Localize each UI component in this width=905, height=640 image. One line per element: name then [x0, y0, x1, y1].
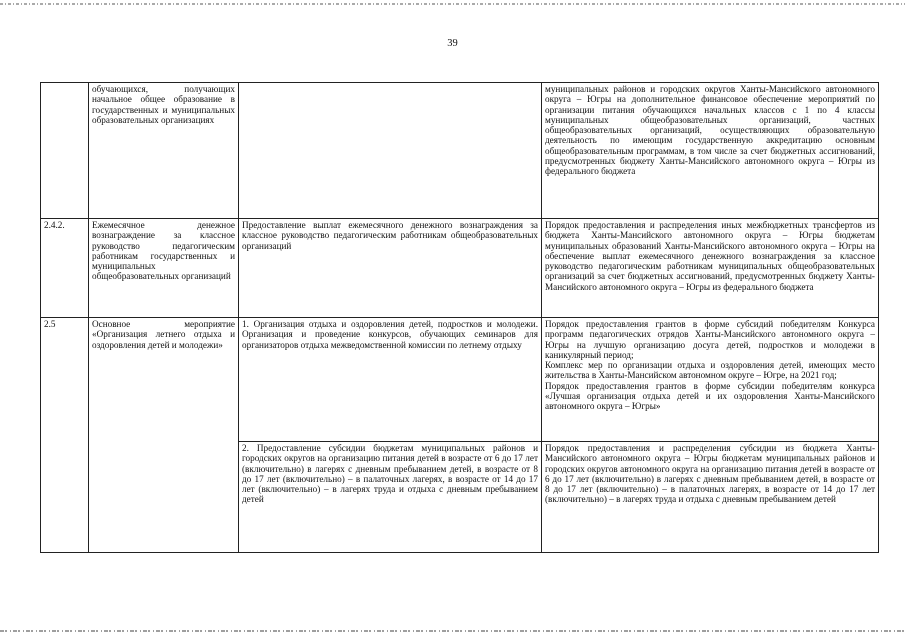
activity-cell — [239, 318, 542, 442]
scan-bottom-edge — [0, 628, 905, 634]
legal-document-cell — [542, 318, 879, 442]
activity-text: Предоставление выплат ежемесячного денежного вознаграждения за классное руководство педагогическим работникам общеобразовательных организаций — [242, 220, 538, 251]
legal-document-text: муниципальных районов и городских округов Ханты-Мансийского автономного округа – Югры на дополнительное финансовое обеспечение мероприятий по организации питания обучающихся начальных классов с 1 по 4 классы муниципальных общеобразовательных организаций, частных общеобразовательных организаций, осуществляющих образовательную деятельность по имеющим государственную аккредитацию основным общеобразовательным программам, в том числе за счет бюджетных ассигнований, предусмотренных бюджету Ханты-Мансийского автономного округа – Югры из федерального бюджета — [545, 84, 875, 177]
activity-cell — [239, 83, 542, 219]
table-row — [41, 83, 879, 219]
legal-document-cell — [542, 442, 879, 553]
legal-document-text: Комплекс мер по организации отдыха и оздоровления детей, имеющих место жительства в Ханты-Мансийском автономном округе – Югре, на 2021 год; — [545, 360, 875, 381]
activity-cell — [239, 442, 542, 553]
activity-text: 2. Предоставление субсидии бюджетам муниципальных районов и городских округов на организацию питания детей в возрасте от 6 до 17 лет (включительно) в лагерях с дневным пребыванием детей, в возрасте от 8 до 17 лет (включительно) – в палаточных лагерях, в возрасте от 14 до 17 лет (включительно) – в лагерях труда и отдыха с дневным пребыванием детей — [242, 443, 538, 505]
legal-document-cell — [542, 83, 879, 219]
row-number — [41, 83, 89, 219]
table-row — [41, 318, 879, 442]
row-number: 2.4.2. — [41, 219, 89, 318]
legal-document-text: Порядок предоставления и распределения субсидии из бюджета Ханты-Мансийского автономного округа – Югры бюджетам муниципальных районов и городских округов автономного округа на организацию питания детей в возрасте от 6 до 17 лет (включительно) в лагерях с дневным пребыванием детей, в возрасте от 8 до 17 лет (включительно) – в палаточных лагерях, в возрасте от 14 до 17 лет (включительно) – в лагерях труда и отдыха с дневным пребыванием детей — [545, 443, 875, 505]
measure-name: Основное мероприятие «Организация летнего отдыха и оздоровления детей и молодежи» — [89, 318, 239, 553]
measure-name: обучающихся, получающих начальное общее образование в государственных и муниципальных образовательных организациях — [89, 83, 239, 219]
legal-document-text: Порядок предоставления и распределения иных межбюджетных трансфертов из бюджета Ханты-Мансийского автономного округа – Югры бюджетам муниципальных образований Ханты-Мансийского автономного округа – Югры на обеспечение выплат ежемесячного денежного вознаграждения за классное руководство педагогическим работникам муниципальных общеобразовательных организаций за счет бюджетных ассигнований, предусмотренных бюджету Ханты-Мансийского автономного округа – Югры из федерального бюджета — [545, 220, 875, 292]
measure-name: Ежемесячное денежное вознаграждение за классное руководство педагогическим работникам государственных и муниципальных общеобразовательных организаций — [89, 219, 239, 318]
row-number: 2.5 — [41, 318, 89, 553]
scan-top-edge — [0, 3, 905, 5]
measures-table — [40, 82, 879, 553]
legal-document-text: Порядок предоставления грантов в форме субсидий победителям Конкурса программ педагогических отрядов Ханты-Мансийского автономного округа – Югры на лучшую организацию досуга детей, подростков и молодежи в каникулярный период; — [545, 319, 875, 360]
page-number: 39 — [447, 38, 458, 49]
legal-document-cell — [542, 219, 879, 318]
activity-cell — [239, 219, 542, 318]
activity-text: 1. Организация отдыха и оздоровления детей, подростков и молодежи. Организация и проведение конкурсов, обучающих семинаров для организаторов отдыха межведомственной комиссии по летнему отдыху — [242, 319, 538, 350]
legal-document-text: Порядок предоставления грантов в форме субсидии победителям конкурса «Лучшая организация отдыха детей и их оздоровления Ханты-Мансийского автономного округа – Югры» — [545, 380, 875, 412]
table-row — [41, 219, 879, 318]
